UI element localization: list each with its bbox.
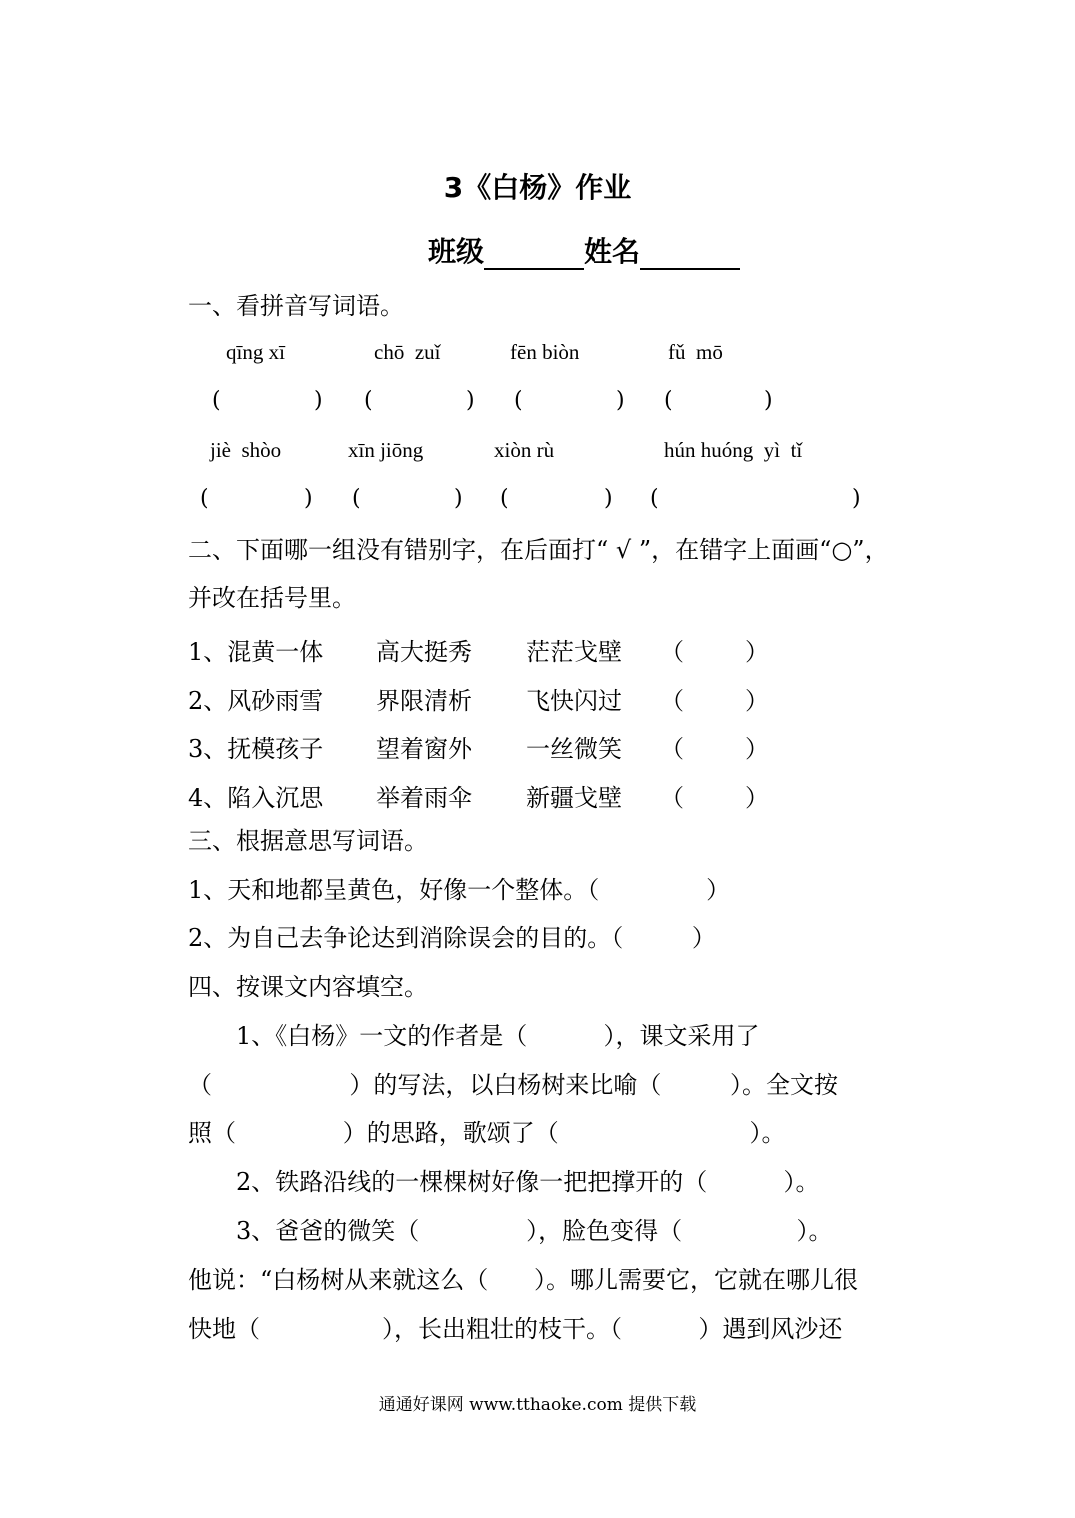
pinyin-item: fǔ mō [668, 340, 723, 364]
question-line: 2、为自己去争论达到消除误会的目的。（ ） [188, 924, 716, 952]
fill-line: 1、《白杨》一文的作者是（ ），课文采用了 [236, 1022, 760, 1050]
name-label: 姓名 [584, 235, 641, 268]
answer-paren-open: ( [364, 388, 373, 413]
page-title: 3《白杨》作业 [443, 171, 632, 204]
pinyin-item: xīn jiōng [348, 438, 424, 462]
answer-paren-close: ) [604, 486, 613, 511]
answer-paren-close: ) [466, 388, 475, 413]
answer-paren: （ ） [660, 735, 770, 763]
pinyin-item: hún huóng yì tǐ [664, 438, 803, 462]
word-group-3: 一丝微笑 [526, 735, 622, 763]
word-group-1: 2、风砂雨雪 [188, 687, 324, 715]
word-group-2: 界限清析 [376, 687, 472, 715]
fill-line: 他说：“白杨树从来就这么（ ）。哪儿需要它，它就在哪儿很 [188, 1266, 859, 1294]
answer-paren-open: ( [650, 486, 659, 511]
answer-paren-close: ) [314, 388, 323, 413]
answer-paren-open: ( [514, 388, 523, 413]
answer-paren-open: ( [352, 486, 361, 511]
section1-heading: 一、看拼音写词语。 [188, 292, 404, 320]
section2-heading-cont: 并改在括号里。 [188, 584, 356, 612]
pinyin-item: xiòn rù [494, 438, 555, 462]
answer-paren: （ ） [660, 784, 770, 812]
answer-paren: （ ） [660, 687, 770, 715]
word-group-2: 举着雨伞 [376, 784, 472, 812]
word-group-1: 4、陷入沉思 [188, 784, 324, 812]
word-group-1: 1、混黄一体 [188, 638, 324, 666]
word-group-3: 茫茫戈壁 [526, 638, 622, 666]
pinyin-item: jiè shòo [210, 438, 282, 462]
answer-paren-open: ( [664, 388, 673, 413]
fill-line: 快地（ ），长出粗壮的枝干。（ ）遇到风沙还 [188, 1315, 843, 1343]
fill-line: 3、爸爸的微笑（ ），脸色变得（ ）。 [236, 1217, 833, 1245]
word-group-3: 飞快闪过 [526, 687, 622, 715]
question-line: 1、天和地都呈黄色，好像一个整体。（ ） [188, 876, 731, 904]
class-name-line [428, 230, 740, 270]
answer-paren-close: ) [852, 486, 861, 511]
pinyin-item: qīng xī [226, 340, 285, 364]
answer-paren-close: ) [304, 486, 313, 511]
class-label: 班级 [428, 235, 485, 268]
word-group-2: 高大挺秀 [376, 638, 472, 666]
word-group-2: 望着窗外 [376, 735, 472, 763]
answer-paren-close: ) [616, 388, 625, 413]
pinyin-item: fēn biòn [510, 340, 580, 364]
answer-paren-close: ) [764, 388, 773, 413]
answer-paren: （ ） [660, 638, 770, 666]
section2-heading: 二、下面哪一组没有错别字，在后面打“ √ ”，在错字上面画“○”， [188, 536, 889, 564]
fill-line: （ ）的写法，以白杨树来比喻（ ）。全文按 [188, 1071, 838, 1099]
answer-paren-open: ( [500, 486, 509, 511]
pinyin-item: chō zuǐ [374, 340, 441, 364]
name-blank [640, 238, 740, 270]
answer-paren-close: ) [454, 486, 463, 511]
fill-line: 照（ ）的思路，歌颂了（ ）。 [188, 1119, 786, 1147]
fill-line: 2、铁路沿线的一棵棵树好像一把把撑开的（ ）。 [236, 1168, 820, 1196]
section4-heading: 四、按课文内容填空。 [188, 973, 428, 1001]
footer-credit: 通通好课网 www.tthaoke.com 提供下载 [378, 1395, 697, 1415]
word-group-3: 新疆戈壁 [526, 784, 622, 812]
word-group-1: 3、抚模孩子 [188, 735, 324, 763]
section3-heading: 三、根据意思写词语。 [188, 827, 428, 855]
answer-paren-open: ( [212, 388, 221, 413]
class-blank [484, 238, 584, 270]
answer-paren-open: ( [200, 486, 209, 511]
